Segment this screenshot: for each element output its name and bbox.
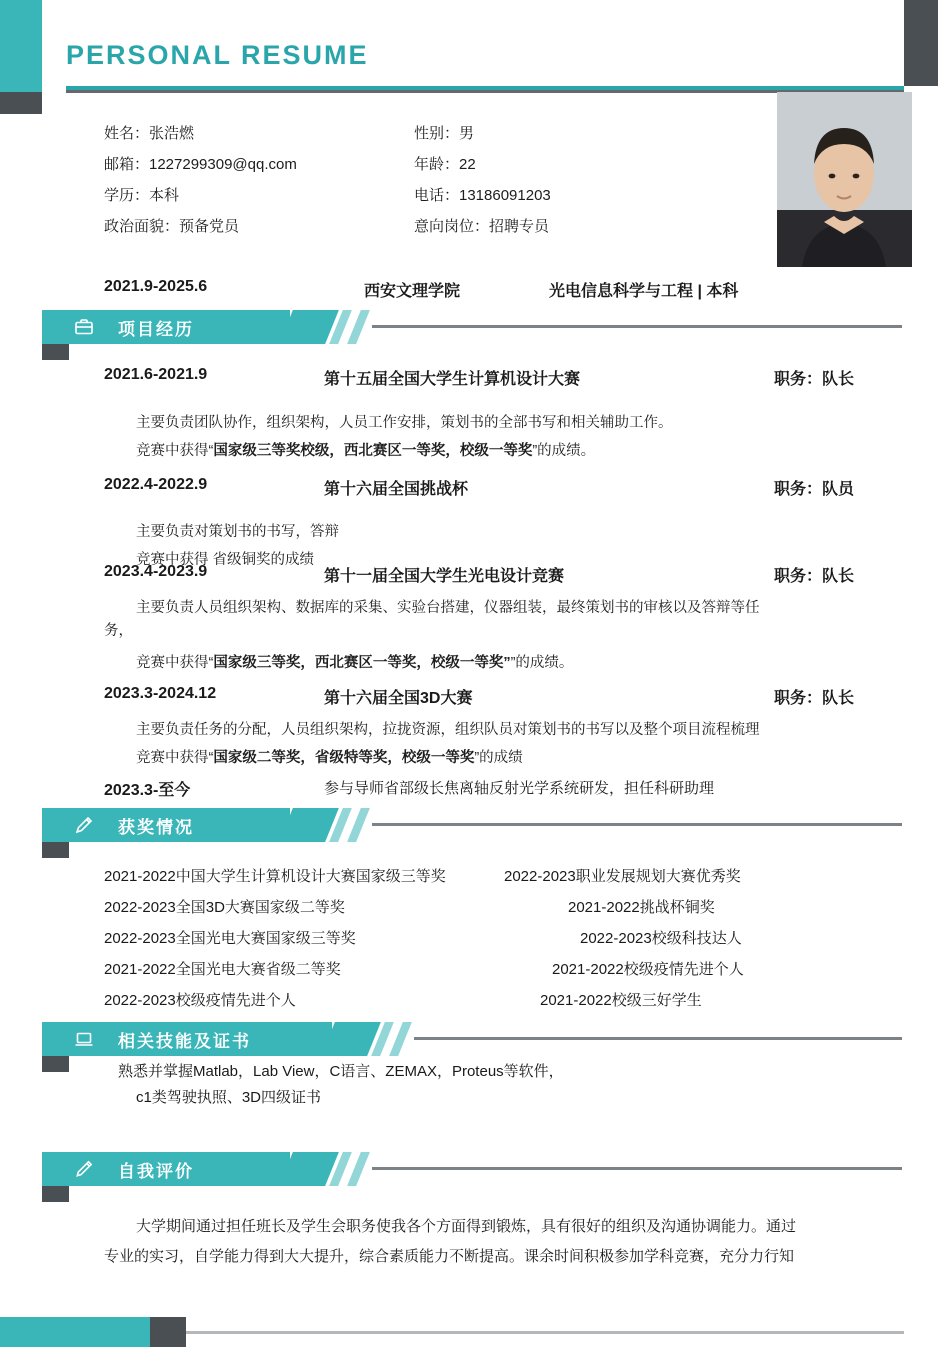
project-name: 第十五届全国大学生计算机设计大赛 xyxy=(324,371,581,388)
evaluation-text xyxy=(104,1212,904,1272)
project-date: 2023.4-2023.9 xyxy=(104,563,208,580)
skill-line: c1类驾驶执照、3D四级证书 xyxy=(136,1089,322,1106)
project-name: 第十一届全国大学生光电设计竞赛 xyxy=(324,568,565,585)
skill-line: 熟悉并掌握Matlab，Lab View，C语言、ZEMAX，Proteus等软件， xyxy=(118,1063,564,1080)
profile-gender: 性别：男 xyxy=(414,125,475,142)
section-label-awards: 获奖情况 xyxy=(118,818,194,837)
info-row xyxy=(104,118,764,149)
project-detail-bold: 国家级三等奖校级，西北赛区一等奖，校级一等奖 xyxy=(213,443,533,459)
project-name: 第十六届全国挑战杯 xyxy=(324,481,469,498)
section-underblock-awards xyxy=(42,842,69,858)
bottom-dark-decoration xyxy=(150,1317,186,1347)
project-role: 职务：队长 xyxy=(774,690,855,707)
project-detail xyxy=(136,412,916,434)
education-date: 2021.9-2025.6 xyxy=(104,278,208,295)
bottom-left-decoration xyxy=(0,1317,150,1347)
profile-position: 意向岗位：招聘专员 xyxy=(414,218,550,235)
section-header-projects xyxy=(42,310,902,344)
award-right: 2021-2022校级三好学生 xyxy=(540,992,702,1009)
top-right-decoration xyxy=(904,0,938,86)
award-right: 2022-2023校级科技达人 xyxy=(580,930,742,947)
project-detail xyxy=(136,440,916,462)
project-detail-text: 主要负责团队协作，组织架构，人员工作安排，策划书的全部书写和相关辅助工作。 xyxy=(136,415,673,431)
evaluation-line-2: 专业的实习，自学能力得到大大提升，综合素质能力不断提高。课余时间积极参加学科竞赛，充分力行知 xyxy=(104,1248,795,1265)
section-label-evaluation: 自我评价 xyxy=(118,1162,194,1181)
project-detail-text: 主要负责任务的分配，人员组织架构，拉拢资源，组织队员对策划书的书写以及整个项目流程梳理 xyxy=(136,722,760,738)
section-underblock-projects xyxy=(42,344,69,360)
section-header-awards xyxy=(42,808,902,842)
profile-political: 政治面貌：预备党员 xyxy=(104,218,240,235)
laptop-icon xyxy=(74,1029,94,1049)
award-right: 2022-2023职业发展规划大赛优秀奖 xyxy=(504,868,741,885)
personal-info-block xyxy=(104,118,764,242)
project-detail xyxy=(104,620,884,642)
project-detail-bold: 国家级三等奖，西北赛区一等奖，校级一等奖” xyxy=(213,655,511,671)
research-row xyxy=(104,777,904,800)
project-role: 职务：队员 xyxy=(774,481,855,498)
briefcase-icon xyxy=(74,317,94,337)
info-row xyxy=(104,211,764,242)
profile-age: 年龄：22 xyxy=(414,156,476,173)
profile-degree: 学历：本科 xyxy=(104,187,180,204)
section-header-skills xyxy=(42,1022,902,1056)
profile-name: 姓名：张浩燃 xyxy=(104,125,195,142)
research-desc: 参与导师省部级长焦离轴反射光学系统研发，担任科研助理 xyxy=(324,780,715,797)
award-right: 2021-2022校级疫情先进个人 xyxy=(552,961,744,978)
avatar xyxy=(777,92,912,267)
award-right: 2021-2022挑战杯铜奖 xyxy=(568,899,715,916)
project-name: 第十六届全国3D大赛 xyxy=(324,690,473,707)
section-underblock-skills xyxy=(42,1056,69,1072)
project-detail-text: 竞赛中获得 省级铜奖的成绩 xyxy=(136,552,315,568)
project-detail xyxy=(136,597,916,619)
education-school: 西安文理学院 xyxy=(364,283,461,300)
page-title: PERSONAL RESUME xyxy=(66,40,369,70)
project-detail xyxy=(136,652,916,674)
award-left: 2021-2022中国大学生计算机设计大赛国家级三等奖 xyxy=(104,868,446,885)
pencil-icon xyxy=(74,815,94,835)
project-detail xyxy=(136,747,916,769)
award-left: 2021-2022全国光电大赛省级二等奖 xyxy=(104,961,341,978)
profile-email: 邮箱：1227299309@qq.com xyxy=(104,156,297,173)
project-detail-bold: 国家级二等奖，省级特等奖，校级一等奖 xyxy=(213,750,475,766)
section-label-projects: 项目经历 xyxy=(118,320,194,339)
pen-icon xyxy=(74,1159,94,1179)
project-detail-text: 主要负责对策划书的书写，答辩 xyxy=(136,524,339,540)
project-detail-text: 竞赛中获得“ xyxy=(136,750,214,766)
section-label-skills: 相关技能及证书 xyxy=(118,1032,251,1051)
award-row xyxy=(104,865,904,886)
info-row xyxy=(104,149,764,180)
award-row xyxy=(104,989,904,1010)
education-row xyxy=(104,278,904,301)
research-date: 2023.3-至今 xyxy=(104,782,191,799)
top-left-decoration xyxy=(0,0,42,92)
project-date: 2022.4-2022.9 xyxy=(104,476,208,493)
education-major: 光电信息科学与工程 | 本科 xyxy=(549,283,739,300)
project-detail xyxy=(136,719,916,741)
project-detail-text: 主要负责人员组织架构、数据库的采集、实验台搭建，仪器组装，最终策划书的审核以及答辩等任 xyxy=(136,600,760,616)
profile-phone: 电话：13186091203 xyxy=(414,187,551,204)
project-role: 职务：队长 xyxy=(774,371,855,388)
project-header xyxy=(104,366,904,389)
info-row xyxy=(104,180,764,211)
award-row xyxy=(104,927,904,948)
award-left: 2022-2023校级疫情先进个人 xyxy=(104,992,296,1009)
award-left: 2022-2023全国光电大赛国家级三等奖 xyxy=(104,930,356,947)
award-row xyxy=(104,958,904,979)
project-detail-text: ”的成绩。 xyxy=(510,655,574,671)
evaluation-line-1: 大学期间通过担任班长及学生会职务使我各个方面得到锻炼，具有很好的组织及沟通协调能力。通过 xyxy=(136,1218,797,1235)
award-row xyxy=(104,896,904,917)
project-header xyxy=(104,685,904,708)
project-date: 2023.3-2024.12 xyxy=(104,685,217,702)
project-detail-text: 竞赛中获得“ xyxy=(136,655,214,671)
section-underblock-evaluation xyxy=(42,1186,69,1202)
project-date: 2021.6-2021.9 xyxy=(104,366,208,383)
project-detail xyxy=(136,521,916,543)
project-role: 职务：队长 xyxy=(774,568,855,585)
project-detail-text: ”的成绩。 xyxy=(532,443,596,459)
project-detail-text: 务， xyxy=(104,623,133,639)
project-header xyxy=(104,563,904,586)
section-header-evaluation xyxy=(42,1152,902,1186)
project-header xyxy=(104,476,904,499)
project-detail-text: 竞赛中获得“ xyxy=(136,443,214,459)
award-left: 2022-2023全国3D大赛国家级二等奖 xyxy=(104,899,345,916)
project-detail-text: ”的成绩 xyxy=(474,750,523,766)
bottom-divider xyxy=(186,1331,904,1334)
